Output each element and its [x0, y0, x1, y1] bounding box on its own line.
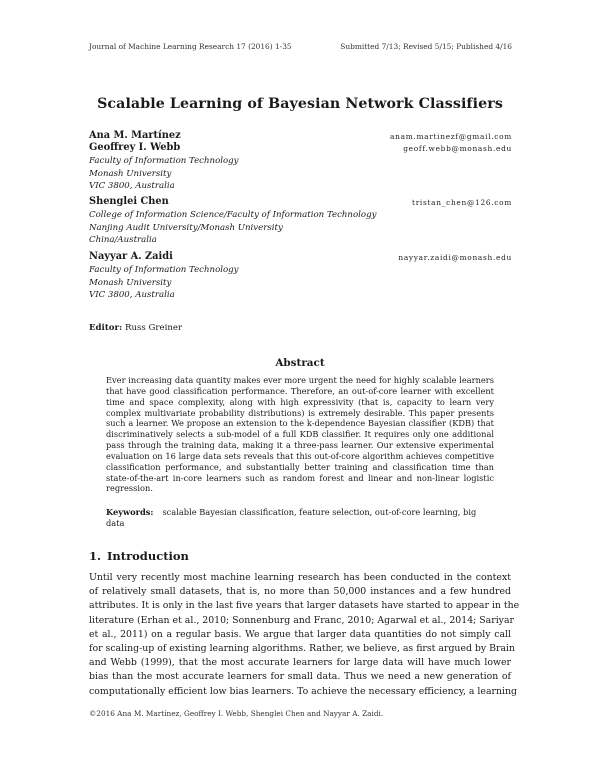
author-affiliation: College of Information Science/Faculty of Information Technology Nanjing Audit University/Monash University China/Australia [89, 210, 377, 245]
abstract-heading: Abstract [275, 357, 325, 369]
abstract-body [106, 375, 494, 494]
author-affiliation: Faculty of Information Technology Monash University VIC 3800, Australia [89, 265, 239, 300]
copyright-footer: ©2016 Ana M. Martínez, Geoffrey I. Webb, Shenglei Chen and Nayyar A. Zaidi. [89, 709, 384, 718]
abstract-line: that have good classification performance. Therefore, an out-of-core learner with excellent [106, 385, 494, 396]
author-name: Ana M. Martínez [89, 130, 181, 141]
author-email[interactable]: anam.martinezf@gmail.com [390, 132, 512, 141]
editor-name: Russ Greiner [124, 323, 183, 333]
body-line: for scaling-up of existing learning algorithms. Rather, we believe, as first argued by Brain [89, 643, 516, 655]
abstract-line: discriminatively selects a sub-model of a full KDB classifier. It requires only one additional [106, 429, 494, 440]
abstract-line: classification performance, and substantially better training and classification time than [106, 461, 494, 472]
author-name: Shenglei Chen [89, 196, 169, 207]
author-name: Nayyar A. Zaidi [89, 251, 173, 262]
abstract-line: pass through the training data, making it a three-pass learner. Our extensive experimental [106, 440, 494, 451]
editor-label: Editor: [89, 323, 123, 333]
author-affiliation: Faculty of Information Technology Monash University VIC 3800, Australia [89, 156, 239, 191]
abstract-line: evaluation on 16 large data sets reveals that this out-of-core algorithm achieves competitive [106, 450, 494, 461]
section-body [89, 571, 520, 699]
section-number: 1. [89, 549, 102, 563]
author-email[interactable]: geoff.webb@monash.edu [403, 144, 512, 153]
editor-line [89, 323, 182, 333]
body-line: computationally efficient low bias learners. To achieve the necessary efficiency, a learning [89, 685, 517, 697]
abstract-line: time and space complexity, along with high expressivity (that is, capacity to learn very [106, 396, 494, 407]
abstract-line: complex multivariate probability distributions) is extremely desirable. This paper presents [106, 407, 494, 418]
author-email[interactable]: tristan_chen@126.com [412, 198, 512, 207]
body-line: and Webb (1999), that the most accurate learners for large data will have much lower [89, 657, 511, 669]
author-email[interactable]: nayyar.zaidi@monash.edu [398, 253, 512, 262]
author-name: Geoffrey I. Webb [89, 142, 181, 153]
body-line: et al., 2011) on a regular basis. We argue that larger data quantities do not simply call [89, 628, 511, 640]
submission-dates: Submitted 7/13; Revised 5/15; Published 4/16 [340, 42, 512, 51]
section-heading [89, 549, 189, 563]
body-line: attributes. It is only in the last five years that larger datasets have started to appear in the [89, 600, 520, 612]
keywords-text: scalable Bayesian classification, feature selection, out-of-core learning, big data [106, 507, 477, 528]
keywords [106, 507, 494, 529]
paper-title: Scalable Learning of Bayesian Network Classifiers [97, 96, 503, 112]
journal-header: Journal of Machine Learning Research 17 (2016) 1-35 [89, 42, 292, 51]
body-line: literature (Erhan et al., 2010; Sonnenburg and Franc, 2010; Agarwal et al., 2014; Sariyar [89, 614, 514, 626]
abstract-line: regression. [106, 483, 153, 494]
body-line: of relatively small datasets, that is, no more than 50,000 instances and a few hundred [89, 586, 511, 598]
body-line: bias than the most accurate learners for small data. Thus we need a new generation of [89, 671, 511, 683]
abstract-line: state-of-the-art in-core learners such as random forest and linear and non-linear logistic [106, 472, 494, 483]
body-line: Until very recently most machine learning research has been conducted in the context [89, 572, 511, 583]
abstract-line: such a learner. We propose an extension to the k-dependence Bayesian classifier (KDB) that [106, 418, 494, 429]
abstract-line: Ever increasing data quantity makes ever more urgent the need for highly scalable learners [106, 375, 494, 385]
section-title: Introduction [107, 549, 189, 563]
keywords-label: Keywords: [106, 507, 154, 517]
